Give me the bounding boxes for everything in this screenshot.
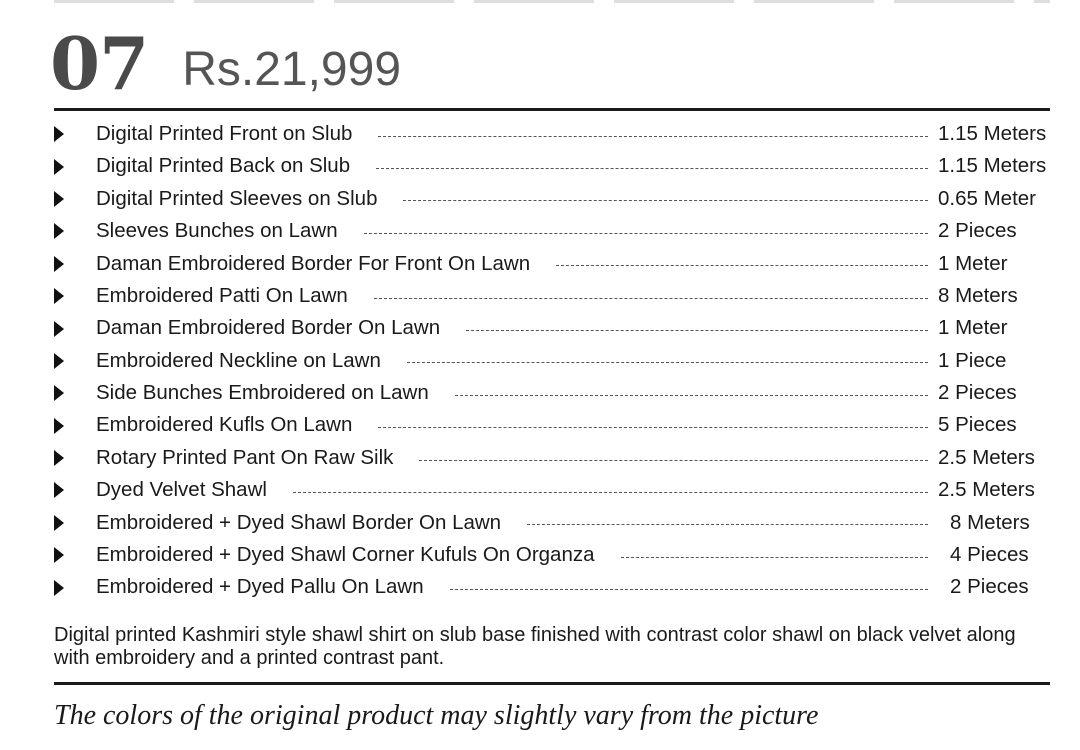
triangle-right-icon (54, 256, 64, 272)
triangle-right-icon (54, 126, 64, 142)
list-item (54, 248, 1050, 280)
item-quantity: 1 Meter (938, 316, 1008, 340)
triangle-right-icon (54, 191, 64, 207)
header-divider (54, 108, 1050, 111)
triangle-right-icon (54, 353, 64, 369)
triangle-right-icon (54, 321, 64, 337)
list-item (54, 118, 1050, 150)
list-item (54, 345, 1050, 377)
list-item (54, 280, 1050, 312)
item-quantity: 4 Pieces (950, 543, 1029, 567)
component-list (54, 118, 1050, 604)
list-item (54, 474, 1050, 506)
top-faint-divider (54, 0, 1050, 3)
item-label: Digital Printed Back on Slub (96, 154, 351, 178)
item-label: Embroidered + Dyed Shawl Corner Kufuls On Organza (96, 543, 595, 567)
item-quantity: 1.15 Meters (938, 154, 1047, 178)
dotted-leader (403, 200, 928, 201)
dotted-leader (407, 362, 928, 363)
item-label: Side Bunches Embroidered on Lawn (96, 381, 429, 405)
list-item (54, 442, 1050, 474)
dotted-leader (293, 492, 928, 493)
item-label: Embroidered Patti On Lawn (96, 283, 348, 307)
color-disclaimer: The colors of the original product may slightly vary from the picture (54, 700, 819, 731)
triangle-right-icon (54, 580, 64, 596)
product-price: Rs.21,999 (182, 43, 402, 96)
item-quantity: 1 Piece (938, 348, 1007, 372)
dotted-leader (376, 168, 928, 169)
item-quantity: 8 Meters (938, 283, 1018, 307)
dotted-leader (378, 427, 928, 428)
item-quantity: 2 Pieces (950, 575, 1029, 599)
item-label: Embroidered + Dyed Pallu On Lawn (96, 575, 424, 599)
item-label: Daman Embroidered Border For Front On Lawn (96, 251, 531, 275)
triangle-right-icon (54, 418, 64, 434)
item-quantity: 8 Meters (950, 510, 1030, 534)
dotted-leader (621, 557, 928, 558)
product-number: 07 (50, 21, 149, 106)
item-quantity: 2.5 Meters (938, 478, 1035, 502)
dotted-leader (374, 298, 928, 299)
list-item (54, 183, 1050, 215)
triangle-right-icon (54, 450, 64, 466)
triangle-right-icon (54, 385, 64, 401)
item-label: Sleeves Bunches on Lawn (96, 219, 338, 243)
triangle-right-icon (54, 515, 64, 531)
triangle-right-icon (54, 482, 64, 498)
item-label: Embroidered Neckline on Lawn (96, 348, 381, 372)
item-label: Daman Embroidered Border On Lawn (96, 316, 441, 340)
item-label: Embroidered Kufls On Lawn (96, 413, 353, 437)
list-item (54, 215, 1050, 247)
dotted-leader (364, 233, 928, 234)
item-quantity: 5 Pieces (938, 413, 1017, 437)
item-quantity: 2 Pieces (938, 219, 1017, 243)
dotted-leader (419, 460, 928, 461)
product-description: Digital printed Kashmiri style shawl shirt on slub base finished with contrast color shawl on black velvet along with embroidery and a printed contrast pant. (54, 624, 1016, 669)
triangle-right-icon (54, 159, 64, 175)
dotted-leader (466, 330, 928, 331)
item-label: Dyed Velvet Shawl (96, 478, 267, 502)
dotted-leader (527, 524, 928, 525)
dotted-leader (378, 136, 928, 137)
item-label: Rotary Printed Pant On Raw Silk (96, 445, 394, 469)
triangle-right-icon (54, 223, 64, 239)
item-label: Digital Printed Front on Slub (96, 121, 353, 145)
list-item (54, 410, 1050, 442)
list-item (54, 507, 1050, 539)
item-quantity: 2 Pieces (938, 381, 1017, 405)
triangle-right-icon (54, 547, 64, 563)
item-quantity: 1.15 Meters (938, 121, 1047, 145)
footer-divider (54, 682, 1050, 685)
list-item (54, 312, 1050, 344)
product-header (50, 14, 402, 106)
item-label: Embroidered + Dyed Shawl Border On Lawn (96, 510, 502, 534)
item-quantity: 2.5 Meters (938, 445, 1035, 469)
list-item (54, 571, 1050, 603)
list-item (54, 539, 1050, 571)
list-item (54, 377, 1050, 409)
dotted-leader (556, 265, 928, 266)
item-quantity: 0.65 Meter (938, 186, 1036, 210)
dotted-leader (455, 395, 928, 396)
triangle-right-icon (54, 288, 64, 304)
item-quantity: 1 Meter (938, 251, 1008, 275)
list-item (54, 150, 1050, 182)
dotted-leader (450, 589, 928, 590)
item-label: Digital Printed Sleeves on Slub (96, 186, 378, 210)
